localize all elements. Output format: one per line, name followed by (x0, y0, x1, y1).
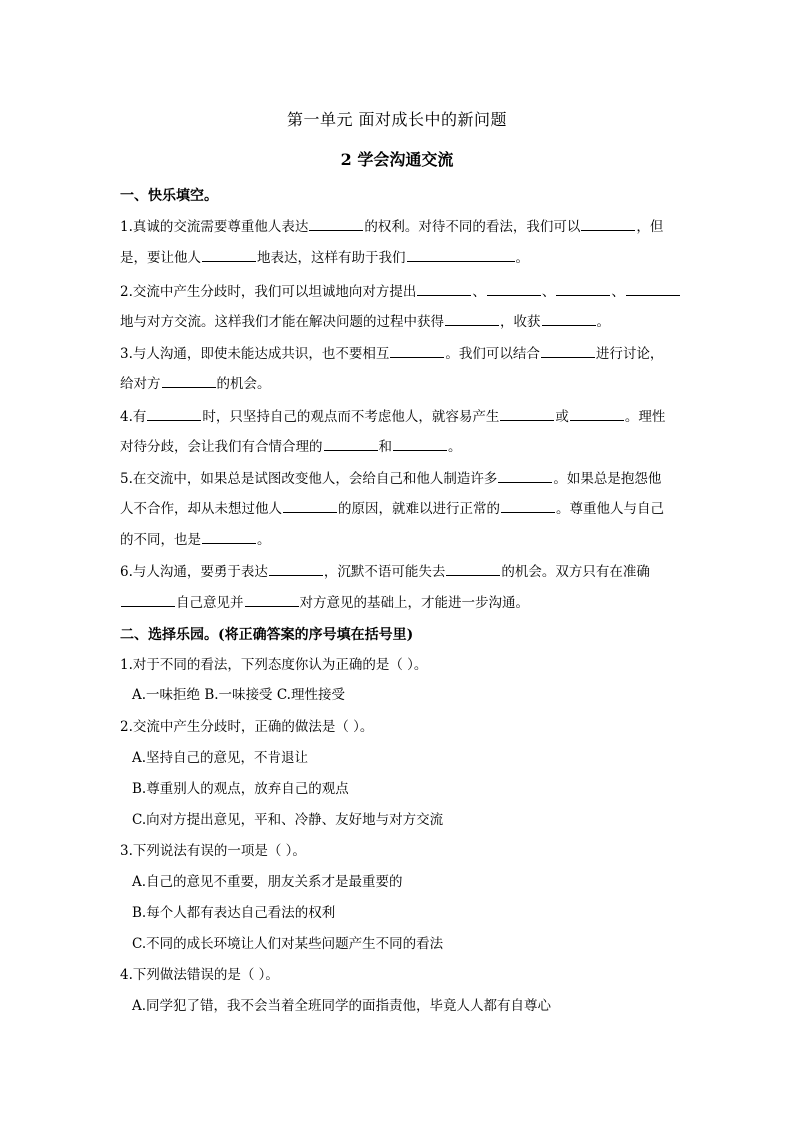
choice-question-3-option-b[interactable]: B.每个人都有表达自己看法的权利 (132, 905, 336, 921)
question-3-line-1: 3.与人沟通，即使未能达成共识，也不要相互 。我们可以结合 进行讨论， (120, 343, 680, 364)
question-4-line-1: 4.有 时，只坚持自己的观点而不考虑他人，就容易产生 或 。理性 (120, 406, 680, 427)
answer-blank[interactable] (269, 561, 323, 576)
answer-blank[interactable] (500, 406, 554, 421)
choice-question-2-option-a[interactable]: A.坚持自己的意见，不肯退让 (132, 750, 309, 766)
answer-blank[interactable] (202, 247, 256, 262)
question-6-line-2: 自己意见并 对方意见的基础上，才能进一步沟通。 (120, 592, 680, 613)
answer-blank[interactable] (556, 281, 610, 296)
question-4-line-2: 对待分歧，会让我们有合情合理的 和 。 (120, 436, 680, 457)
choice-question-4-option-a[interactable]: A.同学犯了错，我不会当着全班同学的面指责他，毕竟人人都有自尊心 (132, 998, 552, 1014)
question-3-line-2: 给对方 的机会。 (120, 373, 680, 394)
section-heading-fill-blank: 一、快乐填空。 (120, 188, 218, 204)
question-5-line-3: 的不同，也是 。 (120, 529, 680, 550)
choice-question-1-stem: 1.对于不同的看法，下列态度你认为正确的是（ ）。 (120, 657, 428, 673)
question-2-line-2: 地与对方交流。这样我们才能在解决问题的过程中获得 ，收获 。 (120, 311, 680, 332)
question-1-line-2: 是，要让他人 地表达，这样有助于我们 。 (120, 247, 680, 268)
choice-question-2-stem: 2.交流中产生分歧时，正确的做法是（ ）。 (120, 719, 374, 735)
question-6-line-1: 6.与人沟通，要勇于表达 ，沉默不语可能失去 的机会。双方只有在准确 (120, 561, 680, 582)
choice-question-2-option-b[interactable]: B.尊重别人的观点，放弃自己的观点 (132, 781, 349, 797)
choice-question-1-options[interactable]: A.一味拒绝 B.一味接受 C.理性接受 (132, 687, 345, 703)
choice-question-3-option-c[interactable]: C.不同的成长环境让人们对某些问题产生不同的看法 (132, 936, 444, 952)
answer-blank[interactable] (202, 529, 256, 544)
choice-question-3-option-a[interactable]: A.自己的意见不重要，朋友关系才是最重要的 (132, 874, 403, 890)
question-5-line-2: 人不合作，却从未想过他人 的原因，就难以进行正常的 。尊重他人与自己 (120, 498, 680, 519)
unit-title: 第一单元 面对成长中的新问题 (286, 110, 508, 129)
answer-blank[interactable] (121, 592, 175, 607)
answer-blank[interactable] (283, 498, 337, 513)
answer-blank[interactable] (245, 592, 299, 607)
answer-blank[interactable] (407, 247, 515, 262)
question-5-line-1: 5.在交流中，如果总是试图改变他人，会给自己和他人制造许多 。如果总是抱怨他 (120, 468, 680, 489)
answer-blank[interactable] (542, 311, 596, 326)
answer-blank[interactable] (498, 468, 552, 483)
answer-blank[interactable] (487, 281, 541, 296)
choice-question-3-stem: 3.下列说法有误的一项是（ ）。 (120, 843, 306, 859)
answer-blank[interactable] (541, 343, 595, 358)
lesson-title: 2 学会沟通交流 (340, 150, 454, 169)
answer-blank[interactable] (501, 498, 555, 513)
answer-blank[interactable] (393, 436, 447, 451)
answer-blank[interactable] (309, 216, 363, 231)
answer-blank[interactable] (162, 373, 216, 388)
answer-blank[interactable] (581, 216, 635, 231)
answer-blank[interactable] (446, 561, 500, 576)
answer-blank[interactable] (570, 406, 624, 421)
answer-blank[interactable] (445, 311, 499, 326)
answer-blank[interactable] (390, 343, 444, 358)
answer-blank[interactable] (626, 281, 680, 296)
question-2-line-1: 2.交流中产生分歧时，我们可以坦诚地向对方提出 、 、 、 (120, 281, 680, 302)
answer-blank[interactable] (147, 406, 201, 421)
choice-question-2-option-c[interactable]: C.向对方提出意见，平和、冷静、友好地与对方交流 (132, 812, 444, 828)
section-heading-multiple-choice: 二、选择乐园。(将正确答案的序号填在括号里) (120, 627, 414, 643)
question-1-line-1: 1.真诚的交流需要尊重他人表达 的权利。对待不同的看法，我们可以 ，但 (120, 216, 680, 237)
choice-question-4-stem: 4.下列做法错误的是（ ）。 (120, 967, 279, 983)
answer-blank[interactable] (324, 436, 378, 451)
answer-blank[interactable] (417, 281, 471, 296)
